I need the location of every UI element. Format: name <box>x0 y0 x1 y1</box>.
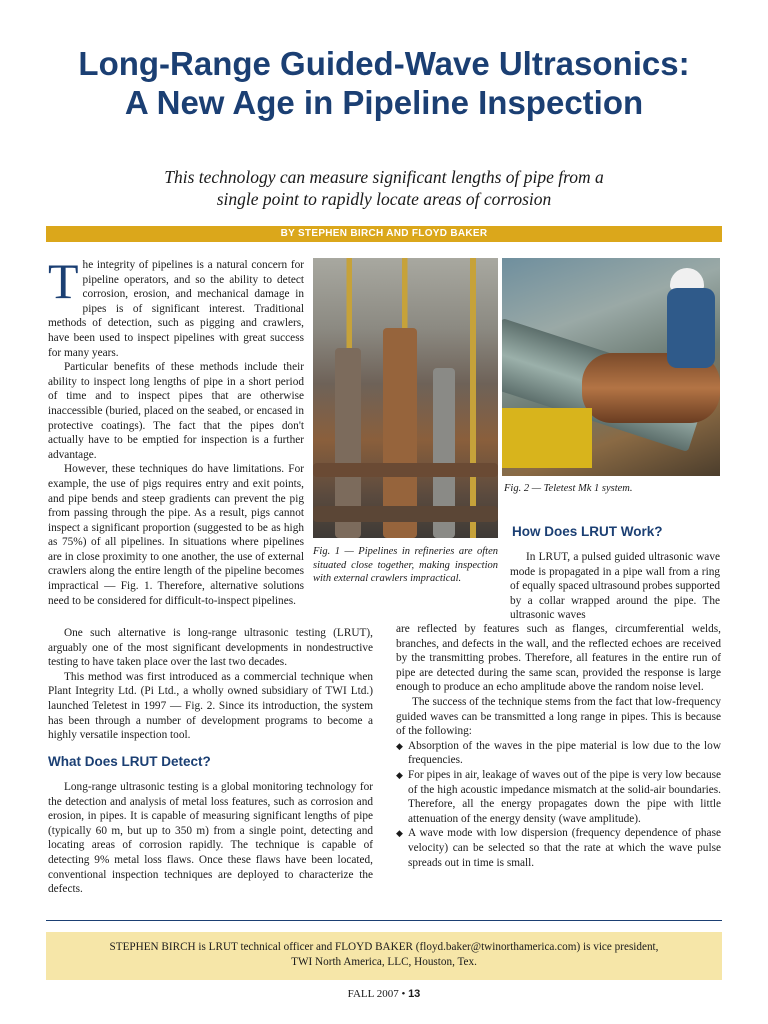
work-paragraph-2: The success of the technique stems from the fact that low-frequency guided waves can be transmitted a long range in pipes. This is because of the following: <box>396 695 721 738</box>
author-bio-box <box>46 932 722 980</box>
figure-1-caption: Fig. 1 — Pipelines in refineries are often situated close together, making inspection with external crawlers impractical. <box>313 546 498 584</box>
intro-paragraph-2: Particular benefits of these methods include their ability to inspect long lengths of pipe in a short period of time and to inspect pipes that are otherwise inaccessible (buried, placed on the seabed, or encased in protective coatings). The fact that the pipes don't actually have to be emptied for inspection is a further advantage. <box>48 361 304 461</box>
intro-p1-text: he integrity of pipelines is a natural concern for pipeline operators, and so the ability to detect corrosion, erosion, and mechanical damage in pipes is of significant interest. Traditional methods of detection, such as pigging and crawlers, have been used to inspect pipelines with great success for many years. <box>48 259 304 359</box>
article-title <box>30 44 738 122</box>
page-folio <box>0 988 768 1000</box>
intro-paragraph-5: This method was first introduced as a commercial technique when Plant Integrity Ltd. (Pi Ltd., a wholly owned subsidiary of TWI Ltd.) launched Teletest in 1997 — Fig. 2. Since its introduction, the system has been through a number of development programs to become a highly versatile inspection tool. <box>48 670 373 742</box>
list-item: ◆ For pipes in air, leakage of waves out of the pipe is very low because of the high acoustic impedance mismatch at the solid-air boundaries. Therefore, all the energy propagates down the pipe with little attenuation of the energy density (wave amplitude). <box>396 768 721 826</box>
work-paragraph-1b: are reflected by features such as flanges, circumferential welds, branches, and defects in the wall, and the reflected echoes are received by the transmitting probes. Therefore, all features in the entire run of pipe are detected during the same scan, provided the response is large enough to produce an echo amplitude above the random noise level. <box>396 623 721 694</box>
figure-2-caption: Fig. 2 — Teletest Mk 1 system. <box>504 483 633 494</box>
drop-cap: T <box>48 253 79 309</box>
equipment-case-shape <box>502 408 592 468</box>
folio-issue: FALL 2007 <box>347 988 399 1000</box>
intro-paragraph-1 <box>48 253 304 360</box>
detect-column <box>48 780 373 897</box>
intro-paragraph-3: However, these techniques do have limitations. For example, the use of pigs requires entry and exit points, and pipe bends and steep gradients can prevent the pig from passing through the pipe. As a result, pigs cannot inspect a significant proportion (suggested to be as high as 75%) of all pipelines. In situations where pipelines are in close proximity to one another, the use of external crawlers along the entire length of the pipeline becomes impractical — Fig. 1. Therefore, alternative solutions need to be considered for difficult-to-inspect pipelines. <box>48 463 304 607</box>
deck-line-2: single point to rapidly locate areas of corrosion <box>216 189 552 209</box>
detect-paragraph-1: Long-range ultrasonic testing is a global monitoring technology for the detection and analysis of metal loss features, such as corrosion and erosion, in pipes. It is capable of measuring significant lengths of pipe (typically 60 m, but up to 350 m) from a single point, detecting and locating areas of corrosion rapidly. The technique is capable of detecting 9% metal loss flaws. Once these flaws have been located, conventional inspection techniques are deployed to characterize the defects. <box>48 781 373 896</box>
footer-rule <box>46 920 722 921</box>
folio-separator: • <box>398 988 409 1000</box>
intro-column-wide <box>48 626 373 743</box>
worker-shape <box>667 288 715 368</box>
folio-page-number: 13 <box>408 988 421 1000</box>
list-item: ◆ Absorption of the waves in the pipe material is low due to the low frequencies. <box>396 739 721 768</box>
work-bullet-list <box>396 739 721 870</box>
bio-line-2: TWI North America, LLC, Houston, Tex. <box>291 956 477 968</box>
title-line-1: Long-Range Guided-Wave Ultrasonics: <box>78 45 690 82</box>
figure-2-photo <box>502 258 720 476</box>
hard-hat-shape <box>670 268 704 290</box>
work-paragraph-1a: In LRUT, a pulsed guided ultrasonic wave mode is propagated in a pipe wall from a ring of equally spaced ultrasound probes supported by a collar wrapped around the pipe. The ultrasonic waves <box>510 551 720 622</box>
pipe-shape <box>313 506 498 522</box>
work-column <box>396 622 721 870</box>
title-line-2: A New Age in Pipeline Inspection <box>124 84 644 121</box>
pipe-shape <box>313 463 498 477</box>
bio-line-1: STEPHEN BIRCH is LRUT technical officer and FLOYD BAKER (floyd.baker@twinorthamerica.com) is vice president, <box>109 941 659 953</box>
intro-paragraph-4: One such alternative is long-range ultrasonic testing (LRUT), arguably one of the most significant developments in nondestructive testing to have taken place over the last two decades. <box>48 627 373 669</box>
work-column-top <box>510 550 720 623</box>
article-deck <box>60 166 708 210</box>
section-heading-detect: What Does LRUT Detect? <box>48 754 211 769</box>
section-heading-work: How Does LRUT Work? <box>512 524 663 539</box>
intro-column <box>48 253 304 608</box>
list-item: ◆ A wave mode with low dispersion (frequency dependence of phase velocity) can be selected so that the rate at which the wave pulse spreads out in time is small. <box>396 826 721 870</box>
figure-1-photo <box>313 258 498 538</box>
byline-bar: BY STEPHEN BIRCH AND FLOYD BAKER <box>46 226 722 242</box>
deck-line-1: This technology can measure significant lengths of pipe from a <box>164 167 604 187</box>
